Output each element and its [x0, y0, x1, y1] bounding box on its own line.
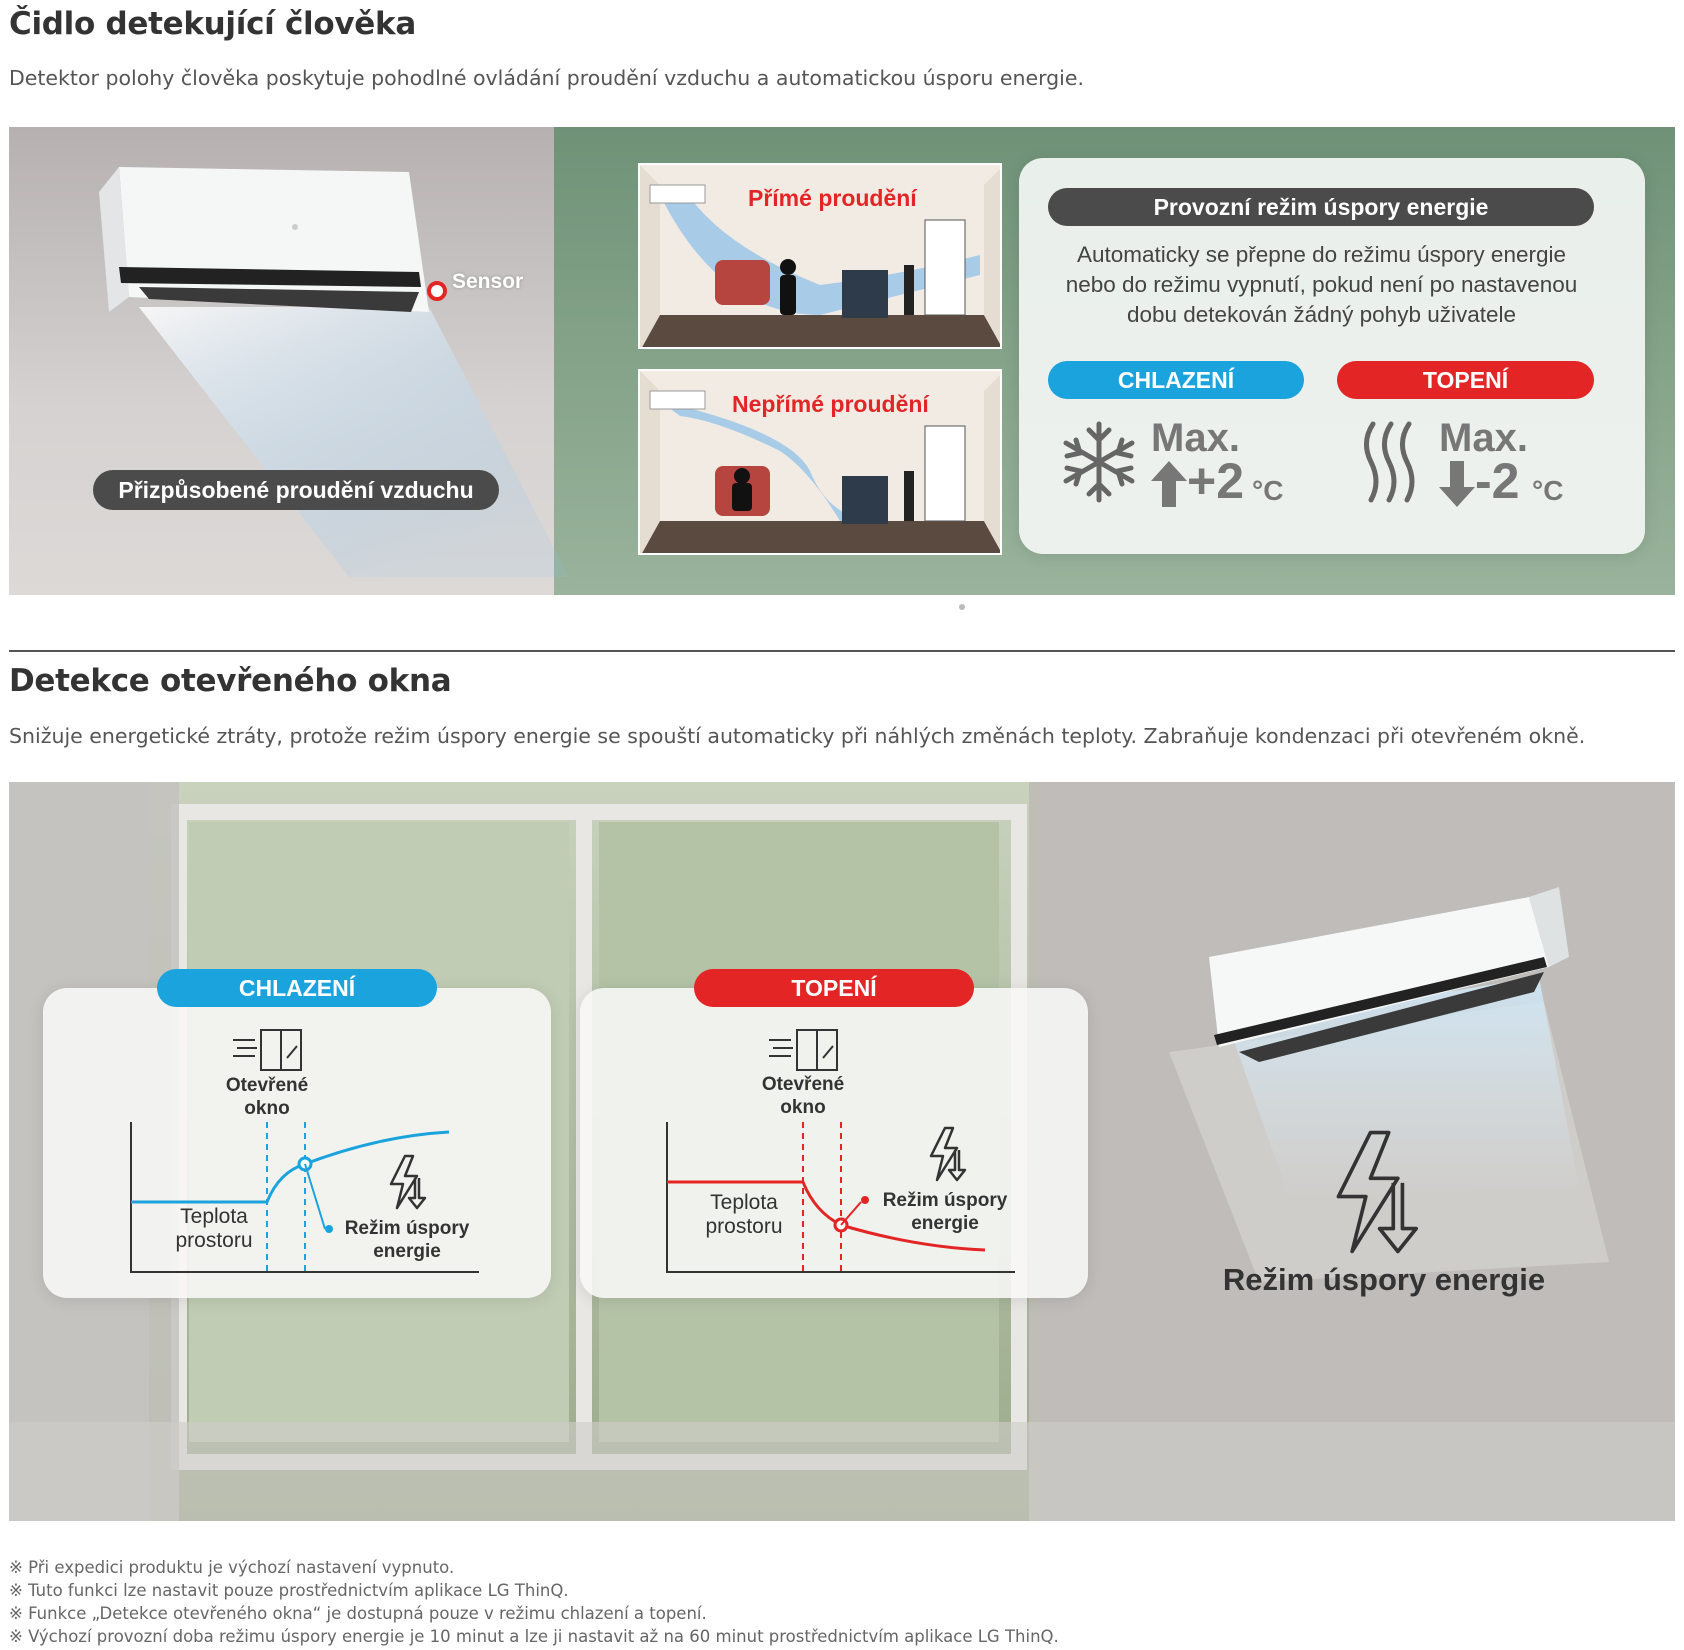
open-window-banner: [9, 782, 1675, 1521]
energy-saving-mode-label: Režim úspory energie: [1222, 1262, 1546, 1297]
footnote: ※ Funkce „Detekce otevřeného okna“ je dostupná pouze v režimu chlazení a topení.: [9, 1604, 707, 1623]
carousel-indicator-dot[interactable]: [959, 604, 965, 610]
heating-room-label-line-1: Teplota: [710, 1191, 778, 1214]
cooling-room-label-line-1: Teplota: [180, 1205, 248, 1228]
heating-mode-label: [877, 1189, 1013, 1235]
cooling-unit: °C: [1252, 475, 1284, 506]
section-title-human-sensor: Čidlo detekující člověka: [9, 6, 416, 42]
direct-flow-scene: [638, 163, 1002, 349]
open-window-icon: [231, 1028, 303, 1072]
cooling-card-pill: CHLAZENÍ: [157, 969, 437, 1007]
ac-unit-illustration: [99, 147, 619, 577]
heat-waves-icon: [1361, 420, 1423, 504]
cooling-value: +2: [1187, 453, 1245, 509]
energy-panel-text-line-3: dobu detekován žádný pohyb uživatele: [1126, 302, 1517, 327]
cooling-room-label-line-2: prostoru: [175, 1229, 253, 1252]
open-window-icon: [767, 1028, 839, 1072]
heating-room-label-line-2: prostoru: [705, 1215, 783, 1238]
indirect-flow-scene: [638, 369, 1002, 555]
snowflake-icon: [1059, 420, 1139, 504]
heating-window-label-line-2: okno: [780, 1097, 826, 1118]
footnote: ※ Při expedici produktu je výchozí nastavení vypnuto.: [9, 1558, 455, 1577]
cooling-room-temperature-label: [149, 1205, 279, 1253]
energy-panel-title: Provozní režim úspory energie: [1048, 188, 1594, 226]
human-sensor-banner: [9, 127, 1675, 595]
energy-saving-panel: [1019, 158, 1645, 554]
cooling-pill: CHLAZENÍ: [1048, 361, 1304, 399]
heating-window-label-line-1: Otevřené: [761, 1074, 845, 1095]
airflow-badge: Přizpůsobené proudění vzduchu: [93, 470, 499, 510]
sensor-marker: [427, 281, 447, 301]
heating-mode-label-line-2: energie: [911, 1213, 979, 1234]
heating-room-temperature-label: [679, 1191, 809, 1239]
arrow-down-icon: [1439, 461, 1475, 507]
energy-panel-text-line-2: nebo do režimu vypnutí, pokud není po nastavenou: [1065, 272, 1578, 297]
cooling-window-label: [199, 1074, 335, 1120]
footnote: ※ Výchozí provozní doba režimu úspory energie je 10 minut a lze ji nastavit až na 60 minut prostřednictvím aplikace LG ThinQ.: [9, 1627, 1059, 1646]
sensor-label: Sensor: [452, 270, 524, 293]
energy-panel-text: [1019, 240, 1624, 330]
arrow-up-icon: [1151, 461, 1187, 507]
energy-saving-icon: [927, 1126, 967, 1182]
section-description-human-sensor: Detektor polohy člověka poskytuje pohodlné ovládání proudění vzduchu a automatickou úsporu energie.: [9, 66, 1084, 90]
heating-unit: °C: [1532, 475, 1564, 506]
heating-value: -2: [1475, 453, 1520, 509]
section-description-open-window: Snižuje energetické ztráty, protože režim úspory energie se spouští automaticky při náhlých změnách teploty. Zabraňuje kondenzaci při otevřeném okně.: [9, 724, 1586, 748]
section-title-open-window: Detekce otevřeného okna: [9, 663, 452, 699]
cooling-max-label: Max.: [1151, 416, 1240, 460]
heating-mode-label-line-1: Režim úspory: [882, 1190, 1008, 1211]
heating-max-label: Max.: [1439, 416, 1528, 460]
heating-window-label: [735, 1073, 871, 1119]
cooling-mode-label: [339, 1217, 475, 1263]
energy-saving-icon: [387, 1154, 427, 1210]
footnote: ※ Tuto funkci lze nastavit pouze prostřednictvím aplikace LG ThinQ.: [9, 1581, 569, 1600]
indirect-flow-label: Nepřímé proudění: [732, 391, 929, 417]
heating-card-pill: TOPENÍ: [694, 969, 974, 1007]
direct-flow-label: Přímé proudění: [748, 185, 917, 211]
cooling-mode-label-line-1: Režim úspory: [344, 1218, 470, 1239]
cooling-window-label-line-1: Otevřené: [225, 1075, 309, 1096]
cooling-window-label-line-2: okno: [244, 1098, 290, 1119]
heating-pill: TOPENÍ: [1337, 361, 1594, 399]
cooling-mode-label-line-2: energie: [373, 1241, 441, 1262]
energy-saving-large-icon: [1327, 1128, 1423, 1256]
section-divider: [9, 650, 1675, 652]
energy-panel-text-line-1: Automaticky se přepne do režimu úspory energie: [1076, 242, 1566, 267]
